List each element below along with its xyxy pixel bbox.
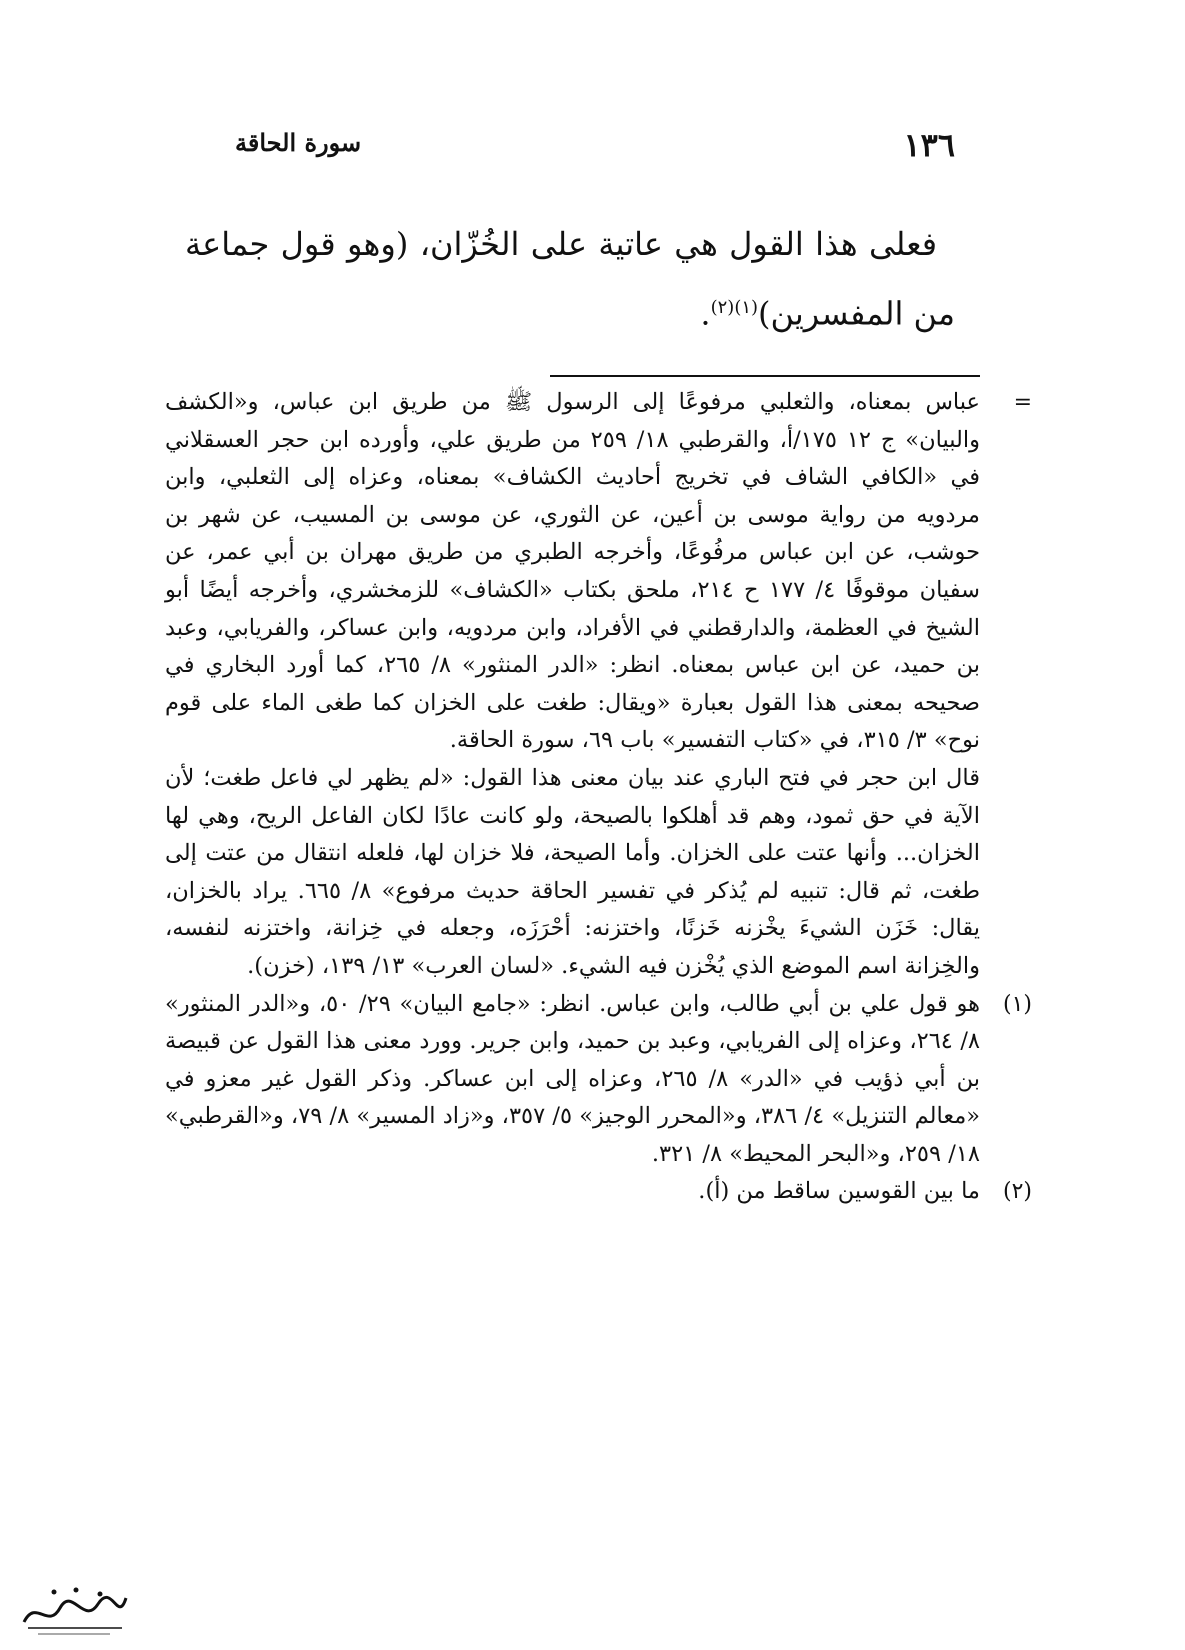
continuation-text-2: قال ابن حجر في فتح الباري عند بيان معنى هذا القول: «لم يظهر لي فاعل طغت؛ لأن الآية في حق ثمود، وهم قد أهلكوا بالصيحة، ولو كانت عادًا لكان الفاعل الريح، وهي لها الخزان... وأنها عتت على الخزان. وأما الصيحة، فلا خزان لها، فلعله انتقال من عتت إلى طغت، ثم قال: تنبيه لم يُذكر في تفسير الحاقة حديث مرفوع» ٨/ ٦٦٥. يراد بالخزان، يقال: خَزَن الشيءَ يخْزنه خَزنًا، واختزنه: أحْرَزَه، وجعله في خِزانة، واختزنه لنفسه، والخِزانة اسم الموضع الذي يُخْزن فيه الشيء. «لسان العرب» ١٣/ ١٣٩، (خزن). bbox=[165, 764, 980, 979]
footnote-continuation bbox=[165, 384, 1032, 760]
page-header bbox=[235, 120, 955, 170]
footnote-2-marker: (٢) bbox=[1002, 1179, 1032, 1205]
footnote-2 bbox=[165, 1173, 1032, 1211]
footnote-continuation-2 bbox=[165, 760, 980, 986]
footnote-2-text: ما بين القوسين ساقط من (أ). bbox=[698, 1178, 980, 1205]
footnote-1-text: هو قول علي بن أبي طالب، وابن عباس. انظر: «جامع البيان» ٢٩/ ٥٠، و«الدر المنثور» ٨/ ٢٦٤، وعزاه إلى الفريابي، وعبد بن حميد، وابن جرير. وورد معنى هذا القول عن قبيصة بن أبي ذؤيب في «الدر» ٨/ ٢٦٥، وعزاه إلى ابن عساكر. وذكر القول غير معزو في «معالم التنزيل» ٤/ ٣٨٦، و«المحرر الوجيز» ٥/ ٣٥٧، و«زاد المسير» ٨/ ٧٩، و«القرطبي» ١٨/ ٢٥٩، و«البحر المحيط» ٨/ ٣٢١. bbox=[165, 990, 981, 1167]
main-text-content: فعلى هذا القول هي عاتية على الخُزّان، (وهو قول جماعة من المفسرين) bbox=[185, 225, 955, 333]
continuation-text: عباس بمعناه، والثعلبي مرفوعًا إلى الرسول ﷺ من طريق ابن عباس، و«الكشف والبيان» ج ١٢ ١٧٥/أ، والقرطبي ١٨/ ٢٥٩ من طريق علي، وأورده ابن حجر العسقلاني في «الكافي الشاف في تخريج أحاديث الكشاف» بمعناه، وعزاه إلى الثعلبي، وابن مردويه من رواية موسى بن أعين، عن الثوري، عن موسى بن المسيب، عن شهر بن حوشب، عن ابن عباس مرفُوعًا، وأخرجه الطبري من طريق مهران بن أبي عمر، عن سفيان موقوفًا ٤/ ١٧٧ ح ٢١٤، ملحق بكتاب «الكشاف» للزمخشري، وأخرجه أيضًا أبو الشيخ في العظمة، والدارقطني في الأفراد، وابن مردويه، وابن عساكر، والفريابي، وعبد بن حميد، عن ابن عباس بمعناه. انظر: «الدر المنثور» ٨/ ٢٦٥، كما أورد البخاري في صحيحه بمعنى هذا القول بعبارة «ويقال: طغت على الخزان كما طغى الماء على قوم نوح» ٣/ ٣١٥، في «كتاب التفسير» باب ٦٩، سورة الحاقة. bbox=[165, 389, 981, 754]
footnotes bbox=[165, 384, 1032, 1211]
footnote-1 bbox=[165, 986, 1032, 1174]
main-text-end: . bbox=[700, 294, 711, 333]
continuation-marker: = bbox=[1013, 390, 1032, 415]
main-text bbox=[185, 212, 955, 346]
footnote-divider bbox=[550, 375, 980, 377]
footnote-refs: (١)(٢) bbox=[710, 297, 759, 318]
page-number: ١٣٦ bbox=[903, 126, 955, 164]
publisher-logo bbox=[14, 1578, 134, 1638]
running-title: سورة الحاقة bbox=[235, 128, 362, 157]
footnote-1-marker: (١) bbox=[1002, 991, 1032, 1017]
